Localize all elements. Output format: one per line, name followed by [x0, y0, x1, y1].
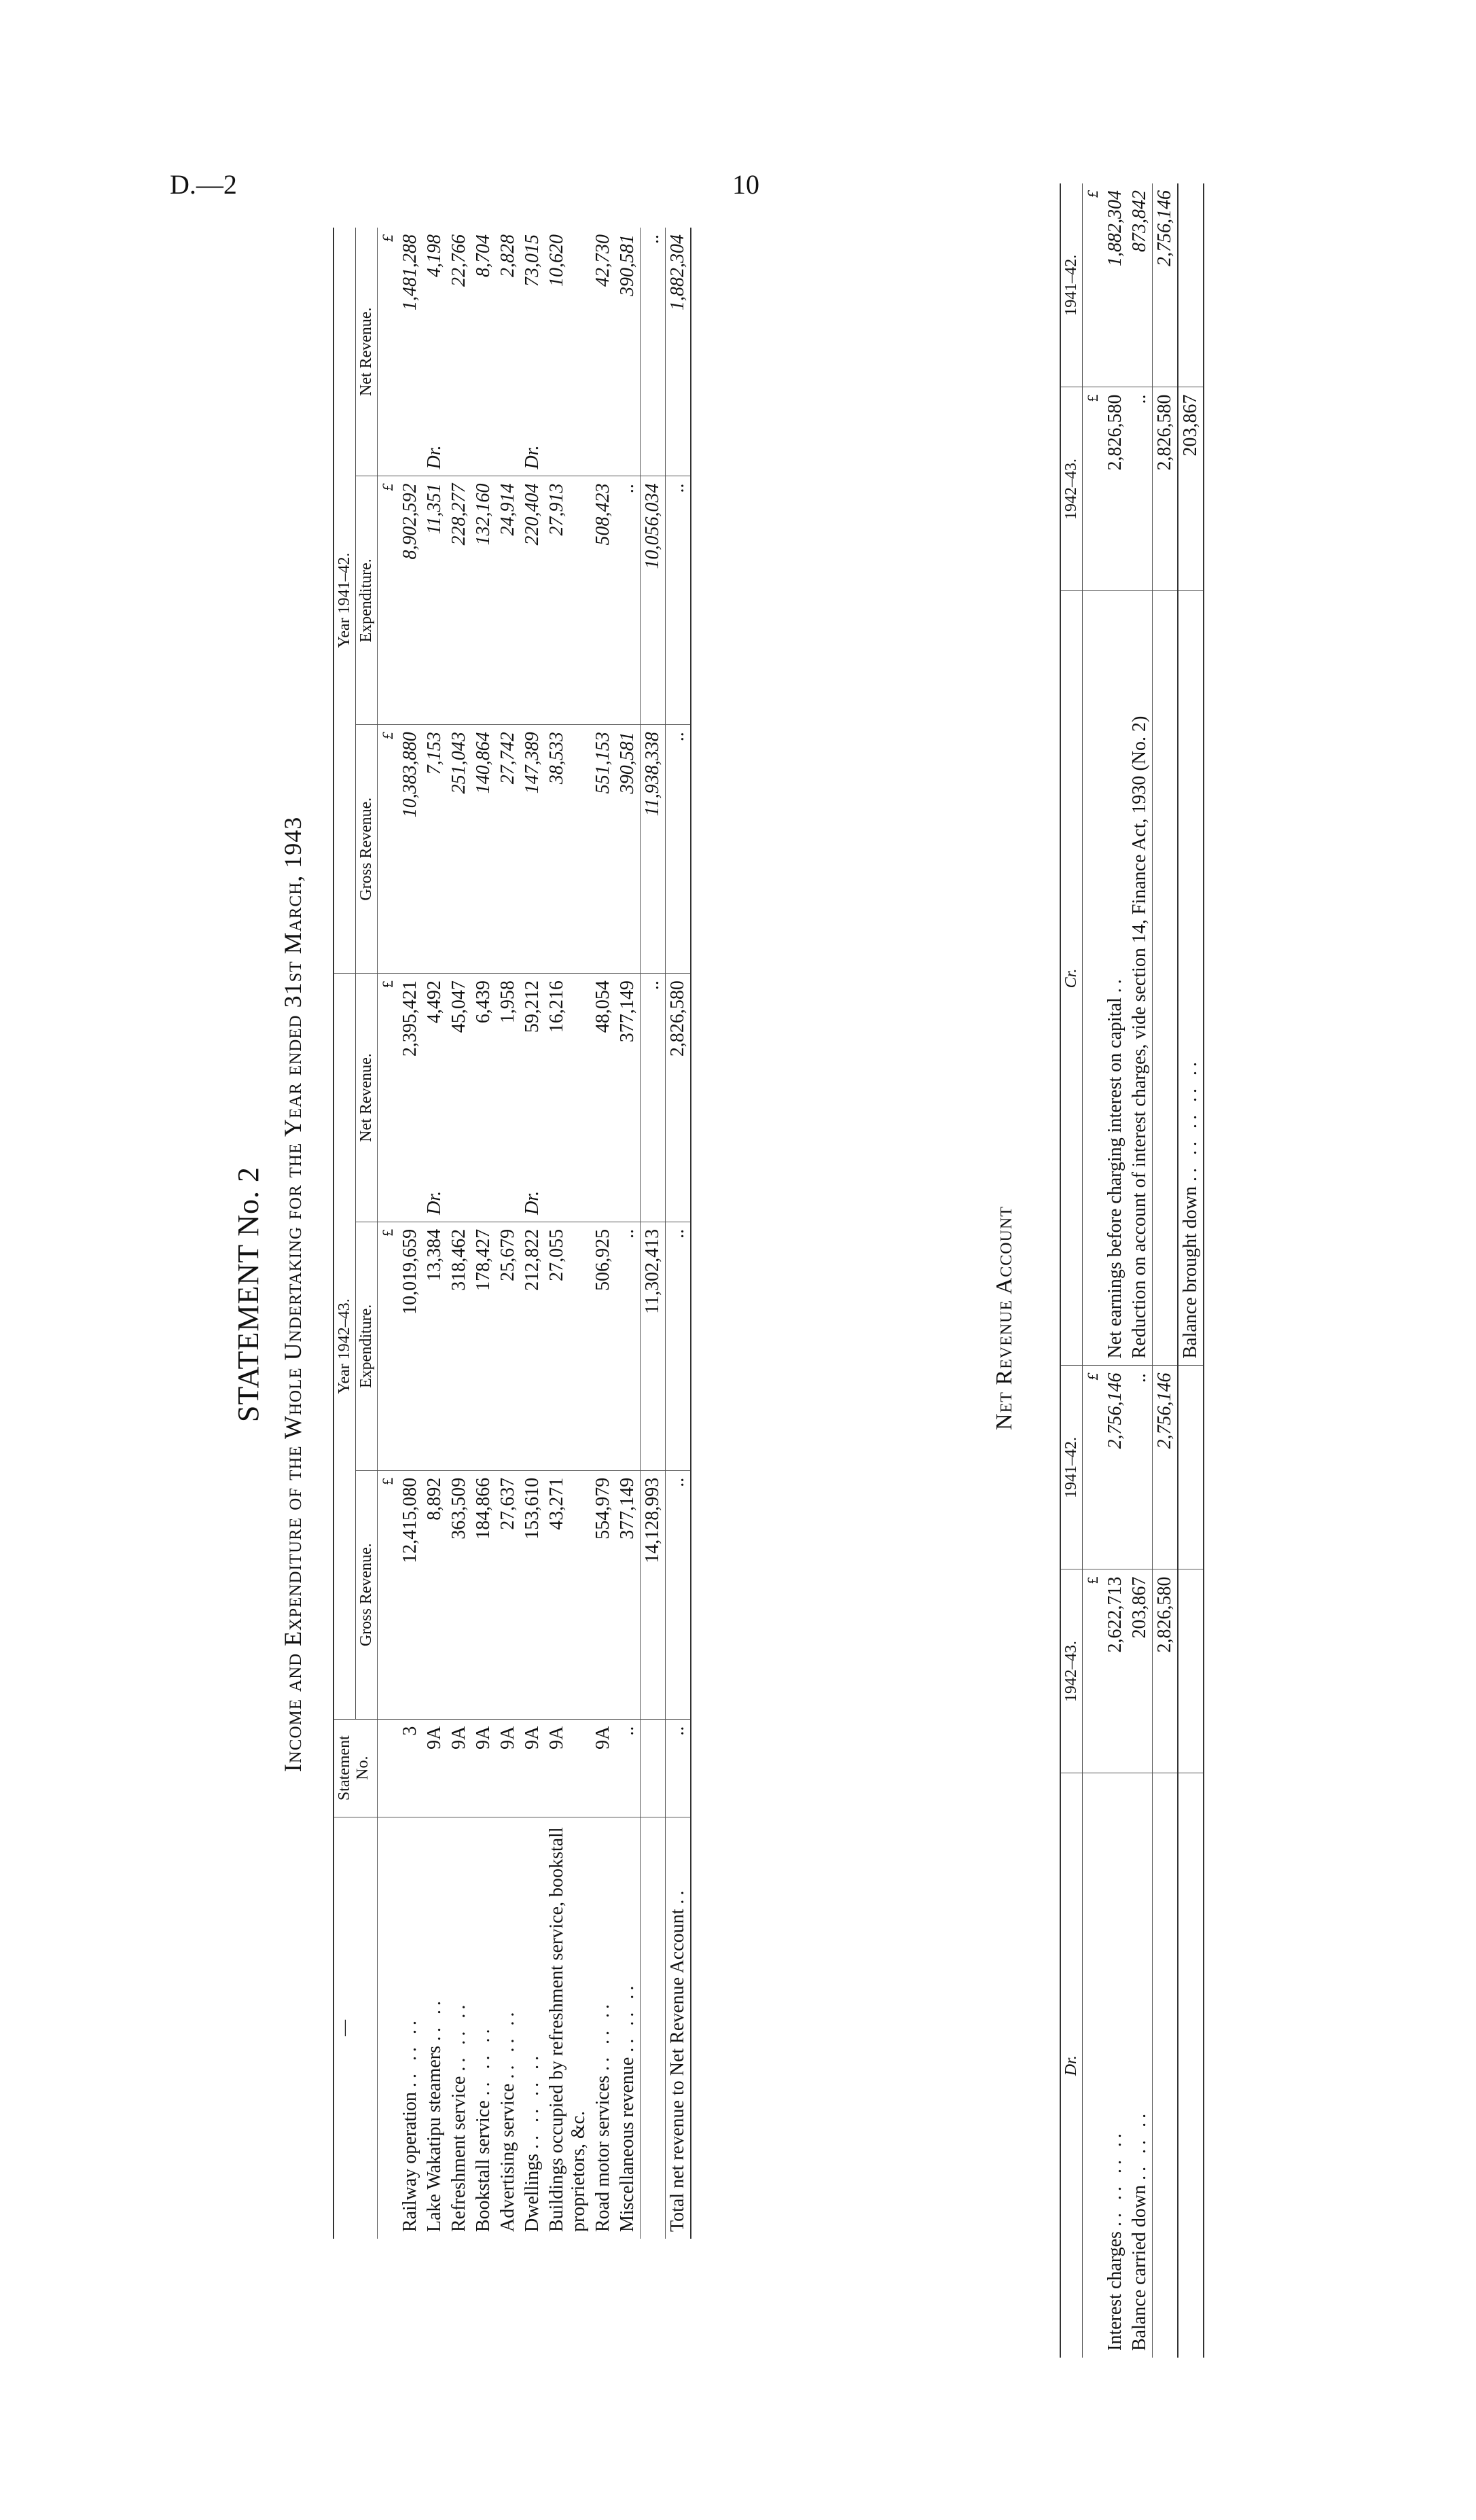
row-statement-no: 3 [398, 1719, 422, 1817]
row-net-1942: 6,439 [471, 974, 496, 1169]
row-exp-1941: 24,914 [496, 476, 520, 725]
row-exp-1942: 13,384 [422, 1222, 447, 1470]
row-gross-1941: 251,043 [447, 725, 471, 974]
row-net-1941: 390,581 [617, 234, 638, 296]
cr-row-desc: Reduction on account of interest charges, vide section 14, Finance Act, 1930 (No. 2) [1129, 715, 1150, 1359]
table-row [398, 228, 422, 2239]
expenditure-header: Expenditure. [356, 476, 378, 725]
currency-symbol: £ [1083, 387, 1104, 591]
row-desc [447, 1817, 471, 2239]
row-desc [471, 1817, 496, 2239]
net-row-exp-1942: .. [666, 1222, 691, 1470]
leader-dots: .. .. .. [399, 2016, 420, 2087]
currency-row [1083, 183, 1104, 2358]
total-net-1941: .. [641, 228, 666, 423]
leader-dots: .. .. .. [448, 2000, 469, 2072]
income-expenditure-table [333, 228, 691, 2239]
net-revenue-total-row [666, 228, 691, 2239]
dr-1941-header: 1941–42. [1060, 1366, 1083, 1569]
row-dr-1941 [398, 423, 422, 476]
dr-row-1942: 2,622,713 [1103, 1569, 1128, 1773]
row-gross-1941: 27,742 [496, 725, 520, 974]
total-net-1942: .. [641, 974, 666, 1169]
row-desc-text: Road motor services [592, 2075, 613, 2232]
table-row [422, 228, 447, 2239]
row-dr-1942 [591, 1169, 615, 1222]
row-net-1941: 1,481,288 [399, 234, 420, 310]
row-desc-text: Dwellings [522, 2153, 543, 2232]
net-row-stmt: .. [666, 1719, 691, 1817]
net-revenue-header: Net Revenue. [356, 974, 378, 1222]
cr-1941-header: 1941–42. [1060, 183, 1083, 387]
currency-symbol: £ [379, 234, 396, 242]
table-row [471, 228, 496, 2239]
row-gross-1942: 363,509 [447, 1470, 471, 1719]
row-exp-1942: 212,822 [520, 1222, 545, 1470]
currency-symbol: £ [378, 1470, 399, 1719]
row-desc [545, 1817, 591, 2239]
row-desc-text: Buildings occupied by refreshment service, bookstall proprietors, &c. [546, 1827, 589, 2232]
row-gross-1941: 38,533 [545, 725, 591, 974]
row-dr-1941 [471, 423, 496, 476]
row-desc-text: Refreshment service [448, 2076, 469, 2232]
currency-symbol: £ [1084, 190, 1101, 198]
row-exp-1942: 506,925 [591, 1222, 615, 1470]
cr-total-1941: 2,756,146 [1153, 183, 1178, 387]
row-gross-1941: 7,153 [422, 725, 447, 974]
table-row [545, 228, 591, 2239]
dr-1942-header: 1942–43. [1060, 1569, 1083, 1773]
row-net-1941: 22,766 [448, 234, 469, 287]
row-gross-1942: 27,637 [496, 1470, 520, 1719]
table-row [496, 228, 520, 2239]
row-dr-1942 [545, 1169, 591, 1222]
net-revenue-account-page [978, 190, 1331, 2439]
row-statement-no: 9A [520, 1719, 545, 1817]
cr-1942-header: 1942–43. [1060, 387, 1083, 591]
row-exp-1941: 8,902,592 [398, 476, 422, 725]
currency-symbol: £ [1083, 1366, 1104, 1569]
currency-symbol: £ [378, 1222, 399, 1470]
currency-symbol: £ [1083, 1569, 1104, 1773]
cr-row-1942: 2,826,580 [1103, 387, 1128, 591]
leader-dots: .. .. .. .. [1104, 2129, 1126, 2227]
leader-dots: .. .. .. [497, 2008, 518, 2079]
brought-down-1942: 203,867 [1178, 387, 1204, 591]
row-exp-1941: .. [615, 476, 641, 725]
row-exp-1941: 228,277 [447, 476, 471, 725]
row-net-1941: 8,704 [473, 234, 494, 277]
expenditure-header: Expenditure. [356, 1222, 378, 1470]
row-statement-no: 9A [591, 1719, 615, 1817]
description-header: — [334, 1817, 378, 2239]
row-net-1941: 2,828 [497, 234, 518, 277]
row-net-1942: 45,047 [447, 974, 471, 1169]
net-revenue-title: Net Revenue Account [992, 1206, 1017, 1430]
page-code: D.—2 [170, 169, 237, 200]
row-net-1942: 48,054 [591, 974, 615, 1169]
cr-row-1941: 1,882,304 [1104, 190, 1126, 266]
row-net-1942: 4,492 [422, 974, 447, 1169]
row-dr-1941 [591, 423, 615, 476]
leader-dots: .. .. .. .. .. [1180, 1058, 1201, 1182]
row-gross-1941: 390,581 [615, 725, 641, 974]
row-gross-1941: 147,389 [520, 725, 545, 974]
row-desc-text: Miscellaneous revenue [617, 2057, 638, 2232]
total-exp-1941: 10,056,034 [641, 476, 666, 725]
row-gross-1942: 12,415,080 [398, 1470, 422, 1719]
table-row [447, 228, 471, 2239]
net-row-gross-1941: .. [666, 725, 691, 974]
row-dr-1942 [471, 1169, 496, 1222]
row-gross-1942: 153,610 [520, 1470, 545, 1719]
leader-dots: .. .. .. [617, 1981, 638, 2053]
currency-symbol: £ [378, 725, 399, 974]
row-dr-1942: Dr. [424, 1190, 445, 1215]
row-statement-no: 9A [471, 1719, 496, 1817]
row-net-1941: 42,730 [592, 234, 613, 287]
row-exp-1942: 25,679 [496, 1222, 520, 1470]
row-statement-no: 9A [496, 1719, 520, 1817]
row-desc [615, 1817, 641, 2239]
leader-dots: .. .. .. [592, 2000, 613, 2071]
row-dr-1942 [615, 1169, 641, 1222]
account-row [1103, 183, 1128, 2358]
row-net-1941: 4,198 [424, 234, 445, 277]
leader-dots: .. .. [424, 1996, 445, 2041]
row-dr-1941 [447, 423, 471, 476]
year-1941-42-header: Year 1941–42. [334, 228, 356, 974]
row-statement-no: 9A [447, 1719, 471, 1817]
net-row-net-1941: 1,882,304 [666, 228, 691, 423]
leader-dots: .. .. .. .. [522, 2051, 543, 2149]
row-gross-1942: 43,271 [545, 1470, 591, 1719]
row-net-1941: 73,015 [522, 234, 543, 287]
net-revenue-table [1060, 183, 1204, 2358]
row-exp-1941: 508,423 [591, 476, 615, 725]
leader-dots: .. [667, 1886, 688, 1904]
totals-row [641, 228, 666, 2239]
row-net-1942: 2,395,421 [398, 974, 422, 1169]
currency-symbol: £ [378, 476, 399, 725]
row-exp-1942: 10,019,659 [398, 1222, 422, 1470]
cr-row-1941: 873,842 [1129, 190, 1150, 252]
dr-row-1941: .. [1128, 1366, 1153, 1569]
total-gross-1942: 14,128,993 [641, 1470, 666, 1719]
dr-row-1941: 2,756,146 [1103, 1366, 1128, 1569]
row-dr-1942 [447, 1169, 471, 1222]
brought-down-row [1178, 183, 1204, 2358]
row-net-1942: 377,149 [615, 974, 641, 1169]
leader-dots: .. [1104, 975, 1126, 993]
statement-no-header: Statement No. [334, 1719, 378, 1817]
row-dr-1941 [545, 423, 591, 476]
table-row [520, 228, 545, 2239]
row-exp-1942: 27,055 [545, 1222, 591, 1470]
row-desc [520, 1817, 545, 2239]
row-dr-1942 [496, 1169, 520, 1222]
row-gross-1941: 10,383,880 [398, 725, 422, 974]
dr-total-1941: 2,756,146 [1153, 1366, 1178, 1569]
row-dr-1941 [496, 423, 520, 476]
net-row-gross-1942: .. [666, 1470, 691, 1719]
row-dr-1942 [398, 1169, 422, 1222]
gross-revenue-header: Gross Revenue. [356, 1470, 378, 1719]
row-statement-no: 9A [422, 1719, 447, 1817]
page-number: 10 [732, 169, 759, 200]
row-exp-1941: 27,913 [545, 476, 591, 725]
net-row-desc: Total net revenue to Net Revenue Account [667, 1909, 688, 2232]
row-desc [398, 1817, 422, 2239]
total-exp-1942: 11,302,413 [641, 1222, 666, 1470]
row-gross-1941: 551,153 [591, 725, 615, 974]
row-desc [496, 1817, 520, 2239]
row-gross-1942: 377,149 [615, 1470, 641, 1719]
row-desc-text: Bookstall service [473, 2100, 494, 2232]
row-net-1942: 16,216 [545, 974, 591, 1169]
cr-row-desc: Net earnings before charging interest on capital [1104, 997, 1126, 1359]
row-dr-1942: Dr. [522, 1190, 543, 1215]
dr-header: Dr. [1060, 1773, 1083, 2358]
leader-dots: .. .. .. [473, 2025, 494, 2096]
row-net-1942: 59,212 [520, 974, 545, 1169]
row-exp-1941: 132,160 [471, 476, 496, 725]
currency-row [378, 228, 399, 2239]
row-statement-no: .. [615, 1719, 641, 1817]
account-row [1128, 183, 1153, 2358]
table-row [591, 228, 615, 2239]
table-row [615, 228, 641, 2239]
row-exp-1941: 11,351 [422, 476, 447, 725]
currency-symbol: £ [378, 974, 399, 1169]
row-desc-text: Railway operation [399, 2091, 420, 2232]
account-total-row [1153, 183, 1178, 2358]
row-statement-no: 9A [545, 1719, 591, 1817]
brought-down-desc: Balance brought down [1180, 1186, 1201, 1359]
statement-subtitle: Income and Expenditure of the Whole Undertaking for the Year ended 31st March, 1943 [279, 816, 306, 1773]
dr-total-1942: 2,826,580 [1153, 1569, 1178, 1773]
row-gross-1942: 554,979 [591, 1470, 615, 1719]
row-gross-1942: 8,892 [422, 1470, 447, 1719]
row-desc [591, 1817, 615, 2239]
row-desc-text: Advertising service [497, 2083, 518, 2232]
gross-revenue-header: Gross Revenue. [356, 725, 378, 974]
row-gross-1941: 140,864 [471, 725, 496, 974]
row-exp-1941: 220,404 [520, 476, 545, 725]
row-dr-1941: Dr. [424, 445, 445, 469]
leader-dots: .. .. .. [1129, 2109, 1150, 2180]
statement-2-page [231, 234, 835, 2341]
row-desc-text: Lake Wakatipu steamers [424, 2045, 445, 2232]
row-exp-1942: .. [615, 1222, 641, 1470]
net-row-exp-1941: .. [666, 476, 691, 725]
net-row-net-1942: 2,826,580 [666, 974, 691, 1169]
row-desc [422, 1817, 447, 2239]
row-net-1942: 1,958 [496, 974, 520, 1169]
cr-header: Cr. [1060, 591, 1083, 1366]
row-dr-1941 [615, 423, 641, 476]
row-exp-1942: 318,462 [447, 1222, 471, 1470]
net-revenue-header: Net Revenue. [356, 228, 378, 476]
row-dr-1941: Dr. [522, 445, 543, 469]
row-gross-1942: 184,866 [471, 1470, 496, 1719]
row-exp-1942: 178,427 [471, 1222, 496, 1470]
cr-row-1942: .. [1128, 387, 1153, 591]
year-1942-43-header: Year 1942–43. [334, 974, 356, 1719]
cr-total-1942: 2,826,580 [1153, 387, 1178, 591]
total-gross-1941: 11,938,338 [641, 725, 666, 974]
dr-row-desc: Interest charges [1104, 2231, 1126, 2351]
dr-row-desc: Balance carried down [1129, 2184, 1150, 2351]
row-net-1941: 10,620 [546, 234, 567, 287]
statement-title: STATEMENT No. 2 [232, 1166, 265, 1423]
dr-row-1942: 203,867 [1128, 1569, 1153, 1773]
